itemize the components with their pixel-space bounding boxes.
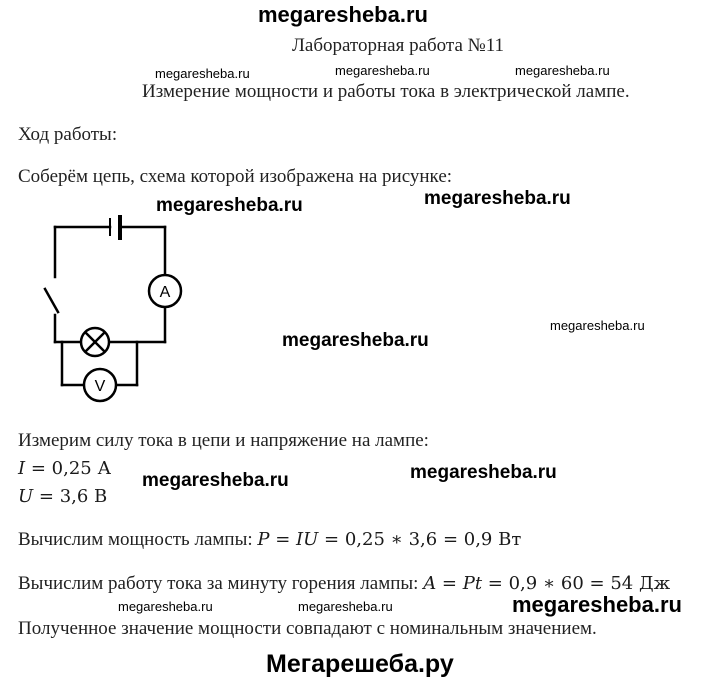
- power-result: = 0,25 ∗ 3,6 = 0,9 Вт: [318, 529, 522, 550]
- watermark: megaresheba.ru: [142, 470, 289, 491]
- watermark: megaresheba.ru: [155, 66, 250, 81]
- power-line: [18, 529, 521, 551]
- watermark: megaresheba.ru: [550, 318, 645, 333]
- power-text: Вычислим мощность лампы:: [18, 529, 258, 550]
- current-value: [18, 458, 111, 479]
- switch: [45, 289, 58, 312]
- procedure-heading: Ход работы:: [18, 124, 118, 145]
- voltmeter-icon: [84, 369, 116, 401]
- measure-text: Измерим силу тока в цепи и напряжение на лампе:: [18, 430, 429, 451]
- watermark: megaresheba.ru: [424, 188, 571, 209]
- work-eq: =: [436, 573, 463, 594]
- watermark: megaresheba.ru: [118, 599, 213, 614]
- footer-watermark: Мегарешеба.ру: [266, 650, 454, 678]
- watermark: megaresheba.ru: [335, 63, 430, 78]
- current-eq: = 0,25 А: [25, 458, 112, 479]
- lamp-icon: [81, 328, 109, 356]
- power-iu: IU: [296, 529, 319, 550]
- doc-subtitle: Измерение мощности и работы тока в электрической лампе.: [142, 81, 630, 102]
- work-pt: Pt: [462, 573, 483, 594]
- circuit-diagram: [40, 215, 190, 410]
- current-symbol: I: [18, 458, 26, 479]
- power-symbol: P: [257, 529, 270, 550]
- ammeter-label: A: [159, 284, 171, 301]
- assemble-text: Соберём цепь, схема которой изображена на рисунке:: [18, 166, 453, 187]
- voltmeter-label: V: [94, 378, 106, 395]
- watermark-top: megaresheba.ru: [258, 2, 428, 27]
- watermark: megaresheba.ru: [282, 330, 429, 351]
- work-line: [18, 573, 670, 595]
- voltage-eq: = 3,6 В: [33, 486, 108, 507]
- ammeter-icon: [149, 275, 181, 307]
- voltage-symbol: U: [18, 486, 34, 507]
- work-symbol: A: [423, 573, 437, 594]
- power-eq: =: [269, 529, 297, 550]
- watermark: megaresheba.ru: [298, 599, 393, 614]
- doc-title: Лабораторная работа №11: [292, 35, 505, 56]
- conclusion-text: Полученное значение мощности совпадают с номинальным значением.: [18, 618, 597, 639]
- work-result: = 0,9 ∗ 60 = 54 Дж: [482, 573, 671, 594]
- work-text: Вычислим работу тока за минуту горения лампы:: [18, 573, 424, 594]
- voltage-value: [18, 486, 107, 507]
- watermark: megaresheba.ru: [512, 592, 682, 617]
- watermark: megaresheba.ru: [410, 462, 557, 483]
- watermark: megaresheba.ru: [156, 195, 303, 216]
- watermark: megaresheba.ru: [515, 63, 610, 78]
